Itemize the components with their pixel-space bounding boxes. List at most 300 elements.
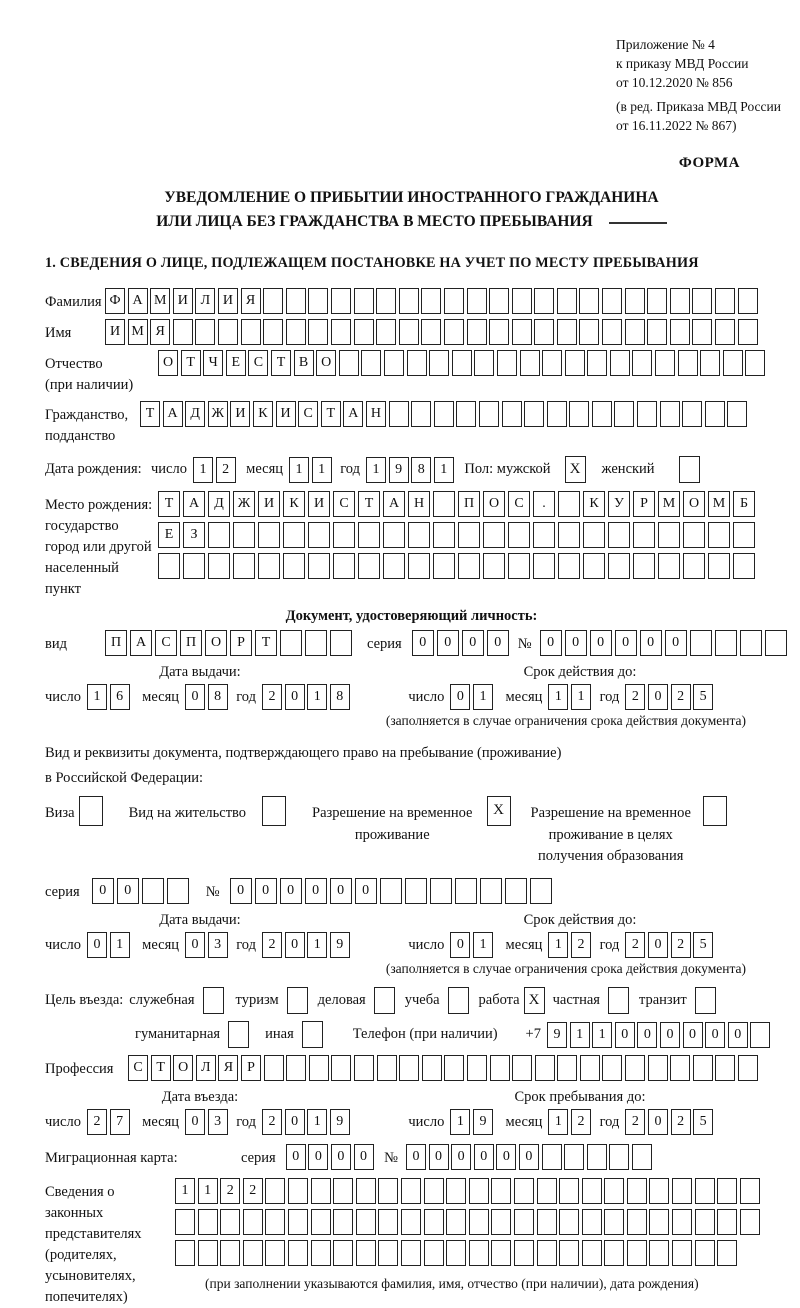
char-box[interactable]: 0 xyxy=(92,878,114,904)
char-box[interactable] xyxy=(354,319,374,345)
char-box[interactable]: П xyxy=(180,630,202,656)
char-box[interactable] xyxy=(520,350,540,376)
char-box[interactable] xyxy=(695,1178,715,1204)
char-box[interactable] xyxy=(286,288,306,314)
char-box[interactable]: 1 xyxy=(548,1109,568,1135)
char-box[interactable]: С xyxy=(298,401,318,427)
char-box[interactable] xyxy=(649,1240,669,1266)
char-box[interactable] xyxy=(717,1240,737,1266)
char-box[interactable] xyxy=(218,319,238,345)
char-box[interactable]: 0 xyxy=(640,630,662,656)
char-box[interactable]: О xyxy=(316,350,336,376)
char-box[interactable] xyxy=(305,630,327,656)
char-box[interactable] xyxy=(421,288,441,314)
char-box[interactable] xyxy=(446,1178,466,1204)
char-box[interactable] xyxy=(407,350,427,376)
char-box[interactable] xyxy=(401,1178,421,1204)
char-box[interactable] xyxy=(569,401,589,427)
char-box[interactable]: Ф xyxy=(105,288,125,314)
char-box[interactable]: Т xyxy=(140,401,160,427)
char-box[interactable] xyxy=(311,1178,331,1204)
char-box[interactable] xyxy=(489,288,509,314)
char-box[interactable] xyxy=(695,1240,715,1266)
char-box[interactable] xyxy=(512,1055,532,1081)
char-box[interactable] xyxy=(469,1178,489,1204)
char-box[interactable] xyxy=(582,1209,602,1235)
char-box[interactable]: О xyxy=(158,350,178,376)
char-box[interactable] xyxy=(514,1240,534,1266)
char-box[interactable] xyxy=(537,1209,557,1235)
char-box[interactable] xyxy=(263,288,283,314)
char-box[interactable]: 0 xyxy=(331,1144,351,1170)
char-box[interactable] xyxy=(608,522,630,548)
char-box[interactable] xyxy=(534,319,554,345)
char-box[interactable] xyxy=(378,1209,398,1235)
char-box[interactable] xyxy=(604,1209,624,1235)
char-box[interactable] xyxy=(565,350,585,376)
char-box[interactable]: 3 xyxy=(208,1109,228,1135)
char-box[interactable]: У xyxy=(608,491,630,517)
char-box[interactable] xyxy=(502,401,522,427)
char-box[interactable] xyxy=(625,288,645,314)
char-box[interactable]: 1 xyxy=(548,932,568,958)
char-box[interactable] xyxy=(469,1209,489,1235)
char-box[interactable]: 0 xyxy=(474,1144,494,1170)
char-box[interactable]: Ж xyxy=(233,491,255,517)
char-box[interactable] xyxy=(648,1055,668,1081)
char-box[interactable] xyxy=(195,319,215,345)
char-box[interactable]: 1 xyxy=(592,1022,612,1048)
char-box[interactable] xyxy=(354,288,374,314)
char-box[interactable] xyxy=(489,319,509,345)
char-box[interactable] xyxy=(708,522,730,548)
char-box[interactable] xyxy=(647,288,667,314)
char-box[interactable] xyxy=(309,1055,329,1081)
char-box[interactable] xyxy=(356,1209,376,1235)
char-box[interactable] xyxy=(208,553,230,579)
char-box[interactable] xyxy=(740,1178,760,1204)
char-box[interactable]: Н xyxy=(366,401,386,427)
char-box[interactable] xyxy=(705,401,725,427)
char-box[interactable] xyxy=(280,630,302,656)
char-box[interactable] xyxy=(444,288,464,314)
char-box[interactable] xyxy=(672,1178,692,1204)
char-box[interactable] xyxy=(331,288,351,314)
char-box[interactable] xyxy=(308,288,328,314)
char-box[interactable]: Д xyxy=(185,401,205,427)
char-box[interactable] xyxy=(331,319,351,345)
char-box[interactable] xyxy=(633,522,655,548)
char-box[interactable]: 2 xyxy=(671,1109,691,1135)
char-box[interactable] xyxy=(604,1240,624,1266)
char-box[interactable] xyxy=(632,1144,652,1170)
char-box[interactable] xyxy=(167,878,189,904)
char-box[interactable]: 0 xyxy=(285,932,305,958)
char-box[interactable] xyxy=(433,553,455,579)
char-box[interactable] xyxy=(695,1209,715,1235)
char-box[interactable]: 0 xyxy=(590,630,612,656)
char-box[interactable]: 0 xyxy=(117,878,139,904)
char-box[interactable] xyxy=(542,1144,562,1170)
char-box[interactable] xyxy=(283,522,305,548)
char-box[interactable] xyxy=(458,553,480,579)
char-box[interactable] xyxy=(508,553,530,579)
purpose-official-checkbox[interactable] xyxy=(203,987,224,1014)
char-box[interactable] xyxy=(389,401,409,427)
char-box[interactable] xyxy=(558,522,580,548)
char-box[interactable] xyxy=(422,1055,442,1081)
char-box[interactable]: 0 xyxy=(255,878,277,904)
char-box[interactable] xyxy=(627,1178,647,1204)
char-box[interactable] xyxy=(446,1209,466,1235)
char-box[interactable] xyxy=(467,319,487,345)
char-box[interactable]: С xyxy=(248,350,268,376)
char-box[interactable] xyxy=(354,1055,374,1081)
char-box[interactable] xyxy=(625,1055,645,1081)
char-box[interactable] xyxy=(358,553,380,579)
char-box[interactable] xyxy=(658,522,680,548)
char-box[interactable]: Т xyxy=(158,491,180,517)
char-box[interactable] xyxy=(361,350,381,376)
char-box[interactable]: 2 xyxy=(625,684,645,710)
char-box[interactable] xyxy=(241,319,261,345)
char-box[interactable]: 0 xyxy=(230,878,252,904)
char-box[interactable]: 0 xyxy=(406,1144,426,1170)
char-box[interactable]: 0 xyxy=(450,932,470,958)
char-box[interactable]: 0 xyxy=(665,630,687,656)
char-box[interactable] xyxy=(286,319,306,345)
char-box[interactable] xyxy=(283,553,305,579)
char-box[interactable] xyxy=(693,1055,713,1081)
char-box[interactable] xyxy=(233,553,255,579)
char-box[interactable]: 0 xyxy=(355,878,377,904)
char-box[interactable]: О xyxy=(683,491,705,517)
char-box[interactable] xyxy=(608,553,630,579)
char-box[interactable]: И xyxy=(218,288,238,314)
char-box[interactable] xyxy=(258,553,280,579)
char-box[interactable] xyxy=(692,288,712,314)
char-box[interactable] xyxy=(433,522,455,548)
char-box[interactable]: 0 xyxy=(185,684,205,710)
char-box[interactable] xyxy=(467,1055,487,1081)
char-box[interactable] xyxy=(483,522,505,548)
char-box[interactable] xyxy=(433,491,455,517)
char-box[interactable] xyxy=(715,630,737,656)
char-box[interactable] xyxy=(614,401,634,427)
sex-female-checkbox[interactable] xyxy=(679,456,700,483)
purpose-private-checkbox[interactable] xyxy=(608,987,629,1014)
char-box[interactable]: 0 xyxy=(648,684,668,710)
char-box[interactable]: 2 xyxy=(220,1178,240,1204)
char-box[interactable] xyxy=(444,1055,464,1081)
char-box[interactable] xyxy=(490,1055,510,1081)
char-box[interactable] xyxy=(220,1209,240,1235)
char-box[interactable]: 0 xyxy=(429,1144,449,1170)
char-box[interactable] xyxy=(311,1240,331,1266)
char-box[interactable] xyxy=(690,630,712,656)
char-box[interactable] xyxy=(533,553,555,579)
purpose-study-checkbox[interactable] xyxy=(448,987,469,1014)
char-box[interactable]: 5 xyxy=(693,932,713,958)
sex-male-checkbox[interactable]: X xyxy=(565,456,586,483)
char-box[interactable] xyxy=(582,1178,602,1204)
char-box[interactable] xyxy=(587,1144,607,1170)
char-box[interactable] xyxy=(458,522,480,548)
char-box[interactable]: 2 xyxy=(87,1109,107,1135)
purpose-other-checkbox[interactable] xyxy=(302,1021,323,1048)
char-box[interactable] xyxy=(610,350,630,376)
char-box[interactable] xyxy=(358,522,380,548)
char-box[interactable] xyxy=(421,319,441,345)
char-box[interactable] xyxy=(512,319,532,345)
char-box[interactable] xyxy=(376,288,396,314)
purpose-transit-checkbox[interactable] xyxy=(695,987,716,1014)
char-box[interactable] xyxy=(474,350,494,376)
char-box[interactable]: 0 xyxy=(487,630,509,656)
char-box[interactable] xyxy=(491,1209,511,1235)
char-box[interactable] xyxy=(265,1209,285,1235)
char-box[interactable] xyxy=(356,1178,376,1204)
char-box[interactable] xyxy=(308,553,330,579)
char-box[interactable] xyxy=(580,1055,600,1081)
char-box[interactable] xyxy=(672,1240,692,1266)
char-box[interactable] xyxy=(602,288,622,314)
char-box[interactable] xyxy=(333,553,355,579)
char-box[interactable] xyxy=(658,553,680,579)
char-box[interactable]: 9 xyxy=(330,1109,350,1135)
char-box[interactable]: 1 xyxy=(193,457,213,483)
char-box[interactable]: 0 xyxy=(540,630,562,656)
purpose-work-checkbox[interactable]: X xyxy=(524,987,545,1014)
char-box[interactable]: 0 xyxy=(451,1144,471,1170)
char-box[interactable]: Т xyxy=(255,630,277,656)
char-box[interactable] xyxy=(333,1240,353,1266)
char-box[interactable] xyxy=(333,1178,353,1204)
char-box[interactable]: . xyxy=(533,491,555,517)
char-box[interactable] xyxy=(444,319,464,345)
char-box[interactable]: 0 xyxy=(286,1144,306,1170)
char-box[interactable]: 1 xyxy=(307,932,327,958)
char-box[interactable]: 1 xyxy=(87,684,107,710)
char-box[interactable] xyxy=(158,553,180,579)
char-box[interactable] xyxy=(263,319,283,345)
char-box[interactable] xyxy=(264,1055,284,1081)
char-box[interactable] xyxy=(738,319,758,345)
char-box[interactable] xyxy=(399,288,419,314)
char-box[interactable]: 0 xyxy=(450,684,470,710)
char-box[interactable]: 9 xyxy=(473,1109,493,1135)
char-box[interactable]: 0 xyxy=(648,1109,668,1135)
char-box[interactable] xyxy=(408,553,430,579)
char-box[interactable] xyxy=(220,1240,240,1266)
char-box[interactable] xyxy=(356,1240,376,1266)
residence-permit-checkbox[interactable] xyxy=(262,796,286,826)
char-box[interactable]: 3 xyxy=(208,932,228,958)
char-box[interactable]: Н xyxy=(408,491,430,517)
char-box[interactable]: Е xyxy=(226,350,246,376)
char-box[interactable] xyxy=(512,288,532,314)
char-box[interactable] xyxy=(733,522,755,548)
char-box[interactable]: Б xyxy=(733,491,755,517)
char-box[interactable] xyxy=(745,350,765,376)
char-box[interactable]: И xyxy=(258,491,280,517)
char-box[interactable]: Р xyxy=(230,630,252,656)
char-box[interactable] xyxy=(411,401,431,427)
char-box[interactable] xyxy=(765,630,787,656)
char-box[interactable] xyxy=(286,1055,306,1081)
char-box[interactable] xyxy=(308,319,328,345)
char-box[interactable] xyxy=(660,401,680,427)
char-box[interactable]: Т xyxy=(358,491,380,517)
char-box[interactable] xyxy=(579,319,599,345)
char-box[interactable] xyxy=(383,553,405,579)
char-box[interactable]: 5 xyxy=(693,684,713,710)
char-box[interactable] xyxy=(738,288,758,314)
char-box[interactable]: И xyxy=(230,401,250,427)
char-box[interactable]: 0 xyxy=(354,1144,374,1170)
char-box[interactable] xyxy=(692,319,712,345)
char-box[interactable] xyxy=(602,319,622,345)
char-box[interactable]: 0 xyxy=(683,1022,703,1048)
char-box[interactable]: 1 xyxy=(312,457,332,483)
char-box[interactable]: С xyxy=(155,630,177,656)
char-box[interactable]: 0 xyxy=(437,630,459,656)
char-box[interactable] xyxy=(514,1178,534,1204)
char-box[interactable] xyxy=(399,1055,419,1081)
char-box[interactable]: 0 xyxy=(285,1109,305,1135)
char-box[interactable]: К xyxy=(283,491,305,517)
char-box[interactable]: М xyxy=(150,288,170,314)
char-box[interactable]: 0 xyxy=(185,1109,205,1135)
char-box[interactable] xyxy=(429,350,449,376)
char-box[interactable]: Р xyxy=(241,1055,261,1081)
char-box[interactable] xyxy=(452,350,472,376)
char-box[interactable] xyxy=(559,1178,579,1204)
char-box[interactable] xyxy=(715,319,735,345)
char-box[interactable] xyxy=(508,522,530,548)
char-box[interactable] xyxy=(625,319,645,345)
char-box[interactable] xyxy=(582,1240,602,1266)
char-box[interactable]: 0 xyxy=(637,1022,657,1048)
char-box[interactable] xyxy=(557,319,577,345)
char-box[interactable] xyxy=(678,350,698,376)
char-box[interactable] xyxy=(265,1240,285,1266)
char-box[interactable] xyxy=(633,553,655,579)
char-box[interactable] xyxy=(491,1178,511,1204)
char-box[interactable] xyxy=(383,522,405,548)
char-box[interactable]: 2 xyxy=(262,1109,282,1135)
char-box[interactable]: 5 xyxy=(693,1109,713,1135)
char-box[interactable]: 1 xyxy=(366,457,386,483)
char-box[interactable] xyxy=(559,1240,579,1266)
char-box[interactable]: К xyxy=(583,491,605,517)
char-box[interactable]: 8 xyxy=(411,457,431,483)
char-box[interactable]: Т xyxy=(181,350,201,376)
char-box[interactable] xyxy=(670,1055,690,1081)
char-box[interactable] xyxy=(750,1022,770,1048)
char-box[interactable]: 0 xyxy=(519,1144,539,1170)
char-box[interactable]: О xyxy=(483,491,505,517)
char-box[interactable] xyxy=(683,522,705,548)
char-box[interactable] xyxy=(602,1055,622,1081)
char-box[interactable]: П xyxy=(105,630,127,656)
char-box[interactable] xyxy=(583,522,605,548)
temp-permit-checkbox[interactable]: X xyxy=(487,796,511,826)
char-box[interactable] xyxy=(717,1209,737,1235)
char-box[interactable] xyxy=(376,319,396,345)
char-box[interactable] xyxy=(408,522,430,548)
char-box[interactable] xyxy=(715,1055,735,1081)
char-box[interactable]: 2 xyxy=(671,932,691,958)
char-box[interactable]: 1 xyxy=(198,1178,218,1204)
char-box[interactable] xyxy=(480,878,502,904)
char-box[interactable] xyxy=(533,522,555,548)
char-box[interactable] xyxy=(424,1240,444,1266)
char-box[interactable]: 0 xyxy=(280,878,302,904)
char-box[interactable]: И xyxy=(308,491,330,517)
char-box[interactable] xyxy=(727,401,747,427)
char-box[interactable] xyxy=(208,522,230,548)
char-box[interactable] xyxy=(378,1178,398,1204)
char-box[interactable] xyxy=(479,401,499,427)
char-box[interactable] xyxy=(446,1240,466,1266)
char-box[interactable]: Д xyxy=(208,491,230,517)
char-box[interactable]: М xyxy=(708,491,730,517)
char-box[interactable]: Т xyxy=(151,1055,171,1081)
char-box[interactable]: А xyxy=(183,491,205,517)
char-box[interactable] xyxy=(700,350,720,376)
char-box[interactable]: 2 xyxy=(243,1178,263,1204)
char-box[interactable]: 0 xyxy=(305,878,327,904)
char-box[interactable] xyxy=(377,1055,397,1081)
char-box[interactable] xyxy=(649,1178,669,1204)
char-box[interactable]: 1 xyxy=(307,1109,327,1135)
char-box[interactable]: Р xyxy=(633,491,655,517)
char-box[interactable] xyxy=(265,1178,285,1204)
char-box[interactable]: О xyxy=(205,630,227,656)
char-box[interactable] xyxy=(670,319,690,345)
char-box[interactable] xyxy=(672,1209,692,1235)
char-box[interactable] xyxy=(587,350,607,376)
char-box[interactable]: Т xyxy=(321,401,341,427)
char-box[interactable] xyxy=(434,401,454,427)
char-box[interactable] xyxy=(557,1055,577,1081)
char-box[interactable]: 0 xyxy=(660,1022,680,1048)
char-box[interactable] xyxy=(708,553,730,579)
char-box[interactable] xyxy=(183,553,205,579)
char-box[interactable]: Т xyxy=(271,350,291,376)
char-box[interactable] xyxy=(655,350,675,376)
char-box[interactable] xyxy=(288,1240,308,1266)
char-box[interactable]: 1 xyxy=(548,684,568,710)
char-box[interactable] xyxy=(288,1178,308,1204)
char-box[interactable] xyxy=(558,553,580,579)
visa-checkbox[interactable] xyxy=(79,796,103,826)
char-box[interactable] xyxy=(380,878,402,904)
char-box[interactable]: А xyxy=(130,630,152,656)
char-box[interactable] xyxy=(647,319,667,345)
char-box[interactable] xyxy=(378,1240,398,1266)
char-box[interactable] xyxy=(142,878,164,904)
char-box[interactable] xyxy=(535,1055,555,1081)
char-box[interactable] xyxy=(308,522,330,548)
char-box[interactable] xyxy=(683,553,705,579)
char-box[interactable] xyxy=(682,401,702,427)
char-box[interactable]: О xyxy=(173,1055,193,1081)
char-box[interactable]: С xyxy=(128,1055,148,1081)
char-box[interactable]: 8 xyxy=(330,684,350,710)
char-box[interactable] xyxy=(401,1209,421,1235)
